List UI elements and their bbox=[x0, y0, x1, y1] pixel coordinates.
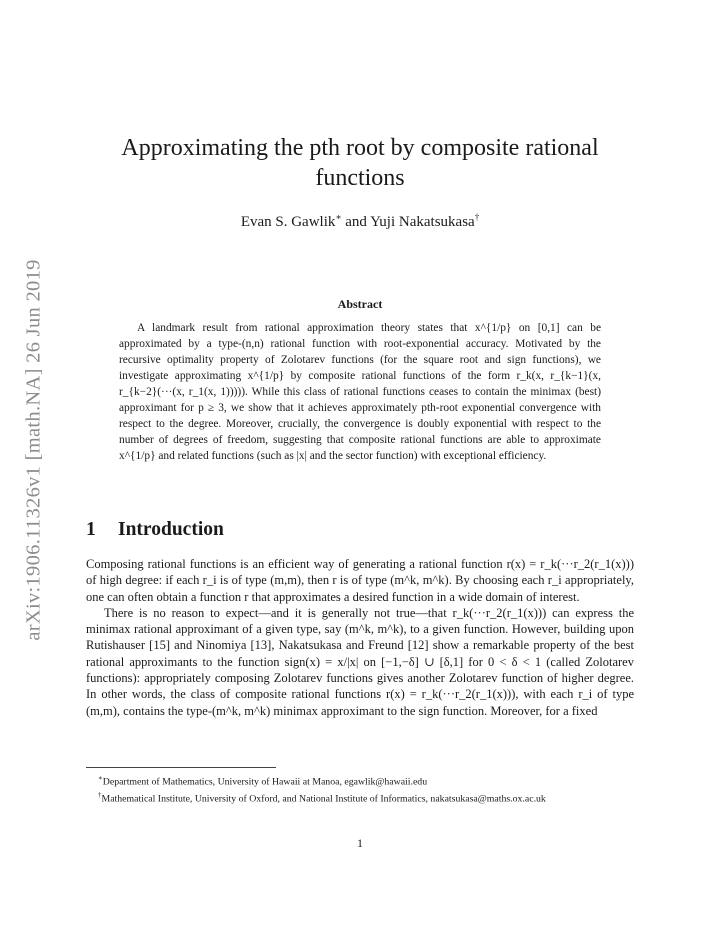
paper-title: Approximating the pth root by composite rational functions bbox=[121, 135, 599, 191]
arxiv-identifier-stamp bbox=[16, 230, 52, 670]
paragraph-2: There is no reason to expect—and it is generally not true—that r_k(···r_2(r_1(x))) can express the minimax rational approximant of a given type, say (m^k, m^k), to a given function. However, building upon Rutishauser [15] and Ninomiya [13], Nakatsukasa and Freund [12] show a remarkable property of the best rational approximants to the function sign(x) = x/|x| on [−1,−δ] ∪ [δ,1] for 0 < δ < 1 (called Zolotarev functions): appropriately composing Zolotarev functions gives another Zolotarev function of higher degree. In other words, the class of composite rational functions r(x) = r_k(···r_2(r_1(x))), with each r_i of type (m,m), contains the type-(m^k, m^k) minimax approximant to the sign function. Moreover, for a fixed bbox=[86, 605, 634, 718]
section-title: Introduction bbox=[118, 519, 224, 540]
abstract-heading: Abstract bbox=[337, 297, 383, 311]
arxiv-identifier-text: arXiv:1906.11326v1 [math.NA] 26 Jun 2019 bbox=[22, 259, 45, 641]
footnote-1 bbox=[86, 772, 634, 789]
footnote-2 bbox=[86, 789, 634, 806]
footnotes bbox=[86, 772, 634, 806]
footnote-1-mark: ∗ bbox=[98, 774, 103, 782]
abstract-body: A landmark result from rational approximation theory states that x^{1/p} on [0,1] can be approximated by a type-(n,n) rational function with root-exponential accuracy. Motivated by the recursive optimality property of Zolotarev functions (for the square root and sign functions), we investigate approximating x^{1/p} by composite rational functions of the form r_k(x, r_{k−1}(x, r_{k−2}(···(x, r_1(x, 1))))). While this class of rational functions ceases to contain the minimax (best) approximant for p ≥ 3, we show that it achieves approximately pth-root exponential convergence with respect to the degree. Moreover, crucially, the convergence is doubly exponential with respect to the number of degrees of freedom, suggesting that composite rational functions are able to approximate x^{1/p} and related functions (such as |x| and the sector function) with exceptional efficiency. bbox=[119, 322, 601, 462]
author-line bbox=[86, 212, 634, 231]
page-number: 1 bbox=[357, 836, 363, 850]
section-number: 1 bbox=[86, 519, 96, 540]
footnote-1-text: Department of Mathematics, University of Hawaii at Manoa, egawlik@hawaii.edu bbox=[102, 776, 428, 788]
footnote-2-text: Mathematical Institute, University of Oxford, and National Institute of Informatics, nakatsukasa@maths.ox.ac.uk bbox=[101, 793, 546, 805]
footnote-rule bbox=[86, 767, 276, 768]
author-nakatsukasa: Yuji Nakatsukasa bbox=[370, 214, 475, 230]
author-gawlik-mark: ∗ bbox=[335, 212, 342, 222]
author-nakatsukasa-mark: † bbox=[474, 212, 480, 222]
paragraph-1: Composing rational functions is an efficient way of generating a rational function r(x) = r_k(···r_2(r_1(x))) of high degree: if each r_i is of type (m,m), then r is of type (m^k, m^k). By choosing each r_i appropriately, one can often obtain a function r that approximates a desired function in a wide domain of interest. bbox=[86, 557, 634, 604]
footnote-2-mark: † bbox=[98, 790, 102, 799]
author-gawlik: Evan S. Gawlik bbox=[240, 214, 336, 230]
section-heading bbox=[86, 519, 224, 541]
author-connector: and bbox=[341, 214, 371, 230]
section-body bbox=[86, 556, 634, 719]
